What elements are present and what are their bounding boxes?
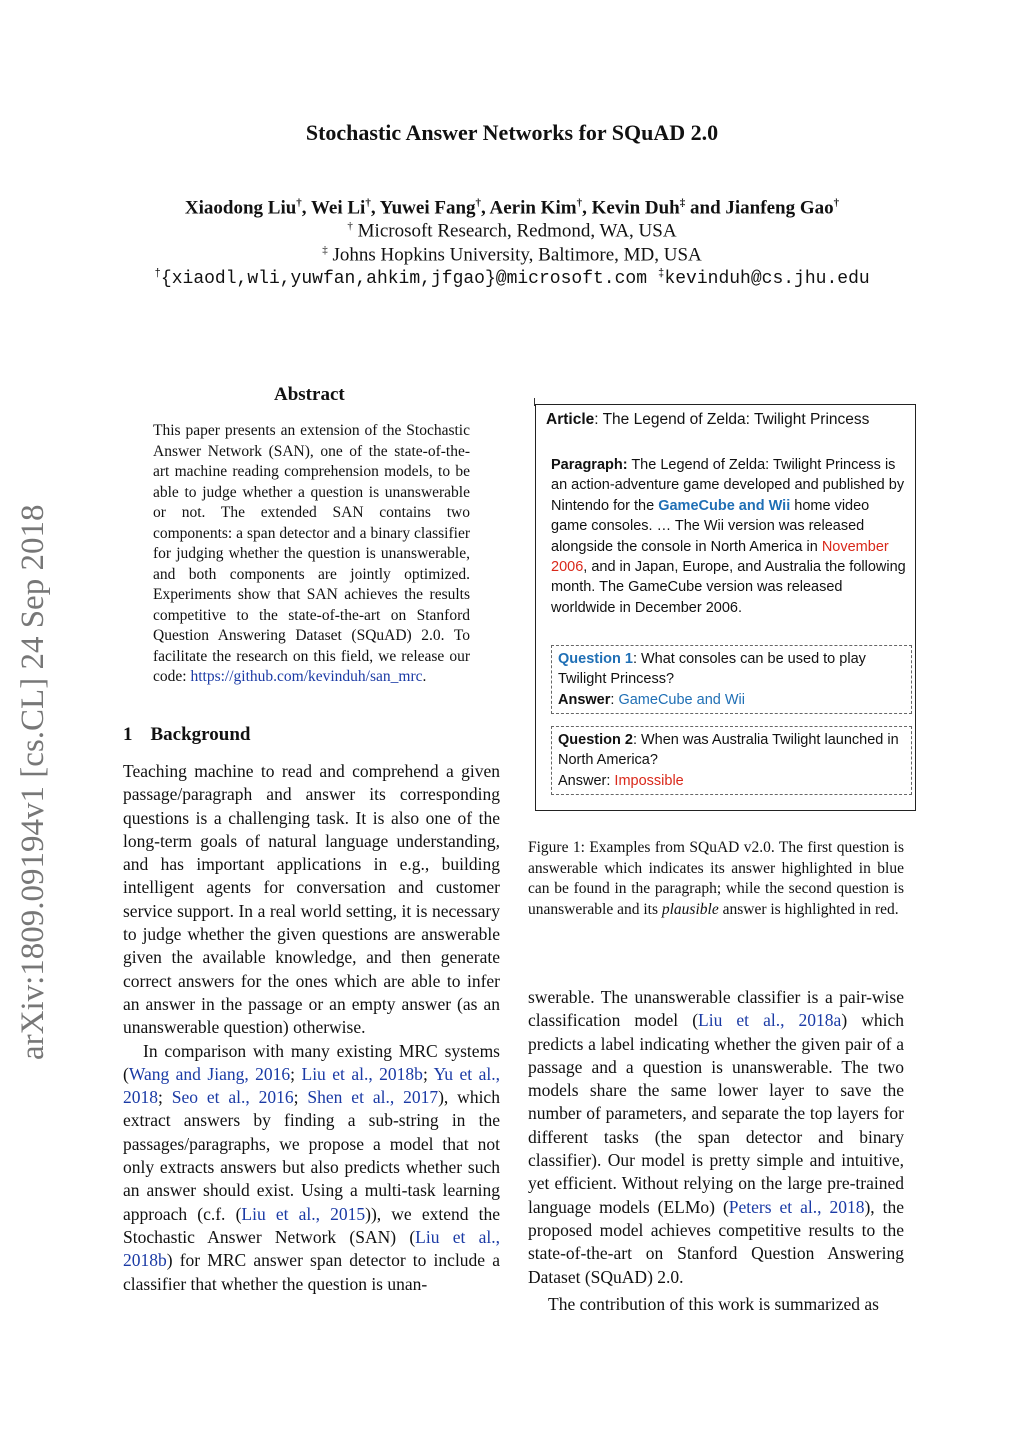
plausible-answer-highlight: November 2006	[551, 538, 889, 576]
affiliation-mark: ‡	[322, 244, 328, 256]
author-mark: †	[475, 197, 482, 209]
author-name: Kevin Duh	[591, 197, 680, 219]
article-title: : The Legend of Zelda: Twilight Princess	[594, 411, 870, 428]
author-name: Jianfeng Gao	[725, 197, 834, 219]
text-run: ) for MRC answer span detector to include a classifier that whether the question is unan-	[123, 1250, 500, 1294]
text-run: ), the proposed model achieves competitive results to the state-of-the-art on Stanford Question Answering Dataset (SQuAD) 2.0.	[528, 1196, 904, 1287]
email-mark: †	[154, 268, 161, 280]
citation-link[interactable]: Yu et al., 2018	[123, 1063, 500, 1108]
paper-title: Stochastic Answer Networks for SQuAD 2.0	[305, 120, 719, 145]
paragraph	[528, 986, 904, 1289]
text-run: answer is highlighted in red.	[718, 900, 899, 918]
figure-caption	[528, 838, 904, 920]
text-run: The Legend of Zelda: Twilight Princess is an action-adventure game developed and published by Nintendo for the	[551, 457, 905, 514]
left-column-body	[123, 760, 500, 1296]
author-mark: †	[365, 197, 371, 209]
paragraph-label: Paragraph:	[551, 457, 628, 473]
citation-link[interactable]: Seo et al., 2016	[171, 1087, 294, 1108]
text-run: In comparison with many existing MRC systems (	[123, 1040, 500, 1084]
question-2-box	[551, 726, 912, 795]
paragraph: Teaching machine to read and comprehend a given passage/paragraph and answer its corresponding questions is a challenging task. It is also one of the long-term goals of natural language understanding, and has important applications in e.g., building intelligent agents for conversation and customer service support. In a real world setting, it is necessary to judge whether the given questions are answerable given the available knowledge, and then generate correct answers for the ones which are able to infer an answer in the passage or an empty answer (as an unanswerable question) otherwise.	[123, 761, 500, 1038]
text-run: swerable. The unanswerable classifier is a pair-wise classification model (	[528, 987, 904, 1031]
figure-squad-example	[535, 404, 916, 811]
affiliation-mark: †	[347, 220, 353, 232]
citation-link[interactable]: Liu et al., 2018b	[301, 1063, 423, 1084]
question-1-label: Question 1	[558, 651, 633, 667]
text-run: ) which predicts a label indicating whether the given pair of a passage and a question is unanswerable. The two models share the same lower layer to save the number of parameters, and separate the top layers for different tasks (the span detector and binary classifier). Our model is pretty simple and intuitive, yet efficient. Without relying on the large pre-trained language models (ELMo) (	[528, 1010, 904, 1217]
affiliation-1	[0, 220, 1024, 242]
figure-paragraph	[551, 455, 906, 618]
section-number: 1	[123, 724, 133, 745]
author-name: Yuwei Fang	[379, 197, 476, 219]
text-run: ;	[290, 1063, 302, 1084]
right-column-body	[528, 986, 904, 1316]
section-heading	[123, 724, 250, 746]
abstract-body: This paper presents an extension of the Stochastic Answer Network (SAN), one of the state-of-the-art machine reading comprehension models, to be able to judge whether a question is unanswerable or not. The extended SAN contains two components: a span detector and a binary classifier for judging whether the question is unanswerable, and both components are jointly optimized. Experiments show that SAN achieves the results competitive to the state-of-the-art on Stanford Question Answering Dataset (SQuAD) 2.0. To facilitate the research on this field, we release our code: https://github.com/kevinduh/san_mrc.	[153, 422, 470, 685]
text-run: :	[610, 691, 619, 708]
email-group[interactable]: {xiaodl,wli,yuwfan,ahkim,jfgao}@microsoft.com	[160, 269, 648, 289]
affiliation-text: Microsoft Research, Redmond, WA, USA	[357, 220, 677, 242]
paragraph: The contribution of this work is summarized as	[548, 1293, 879, 1314]
paragraph	[123, 1040, 500, 1296]
affiliation-text: Johns Hopkins University, Baltimore, MD, USA	[332, 244, 702, 266]
abstract-text: This paper presents an extension of the Stochastic Answer Network (SAN), one of the state-of-the-art machine reading comprehension models, to be able to judge whether a question is unanswerable or not. The extended SAN contains two components: a span detector and a binary classifier for judging whether the question is unanswerable, and both components are jointly optimized. Experiments show that SAN achieves the results competitive to the state-of-the-art on Stanford Question Answering Dataset (SQuAD) 2.0. To facilitate the research on this field, we release our code:	[153, 422, 470, 685]
citation-link[interactable]: Peters et al., 2018	[728, 1196, 865, 1217]
author-name: Xiaodong Liu	[184, 197, 297, 219]
article-label: Article	[546, 411, 595, 428]
answer-1-label: Answer	[558, 691, 611, 708]
text-run: , and in Japan, Europe, and Australia the following month. The GameCube version was released worldwide in December 2006.	[551, 559, 906, 616]
text-run: ), which extract answers by finding a sub-string in the passages/paragraphs, we propose a model that not only extracts answers but also predicts whether such an answer should exist. Using a multi-task learning approach (c.f. (	[123, 1087, 500, 1224]
author-name: Wei Li	[310, 197, 366, 219]
figure-article-line	[546, 410, 869, 430]
question-2-label: Question 2	[558, 732, 633, 748]
citation-link[interactable]: Wang and Jiang, 2016	[128, 1063, 291, 1084]
email-mark: ‡	[657, 268, 665, 280]
citation-link[interactable]: Liu et al., 2015	[241, 1203, 366, 1224]
arxiv-identifier: arXiv:1809.09194v1 [cs.CL] 24 Sep 2018	[15, 504, 51, 1060]
author-list: Xiaodong Liu†, Wei Li†, Yuwei Fang†, Aerin Kim†, Kevin Duh‡ and Jianfeng Gao†	[184, 197, 840, 219]
author-mark: †	[296, 197, 302, 209]
citation-link[interactable]: Shen et al., 2017	[307, 1087, 439, 1108]
author-name: Aerin Kim	[489, 197, 577, 219]
answer-1-text: GameCube and Wii	[618, 691, 745, 708]
text-run: ;	[158, 1087, 172, 1108]
answer-highlight: GameCube and Wii	[658, 497, 791, 514]
question-2-text: : When was Australia Twilight launched in North America?	[558, 732, 899, 769]
author-mark: ‡	[679, 197, 686, 209]
author-mark: †	[576, 197, 583, 209]
author-emails	[0, 268, 1024, 289]
answer-2-label: Answer:	[558, 772, 615, 789]
affiliation-2	[0, 244, 1024, 266]
caption-emphasis: plausible	[661, 900, 719, 918]
text-run: ;	[422, 1063, 434, 1084]
code-link[interactable]: https://github.com/kevinduh/san_mrc	[190, 668, 423, 685]
text-run: Figure 1: Examples from SQuAD v2.0. The first question is answerable which indicates its answer highlighted in blue can be found in the paragraph; while the second question is unanswerable and its	[528, 839, 904, 918]
text-run: home video game consoles. … The Wii version was released alongside the console in North America in	[551, 497, 870, 555]
section-title: Background	[150, 724, 251, 745]
citation-link[interactable]: Liu et al., 2018a	[698, 1010, 842, 1031]
answer-2-text: Impossible	[614, 772, 684, 789]
author-mark: †	[833, 197, 840, 209]
citation-link[interactable]: Liu et al., 2018b	[123, 1226, 501, 1271]
email-single[interactable]: kevinduh@cs.jhu.edu	[664, 269, 870, 289]
text-run: ;	[293, 1087, 308, 1108]
question-1-box	[551, 645, 912, 714]
text-run: )), we extend the Stochastic Answer Network (SAN) (	[123, 1203, 500, 1247]
abstract-heading: Abstract	[274, 384, 345, 405]
question-1-text: : What consoles can be used to play Twilight Princess?	[558, 651, 866, 688]
